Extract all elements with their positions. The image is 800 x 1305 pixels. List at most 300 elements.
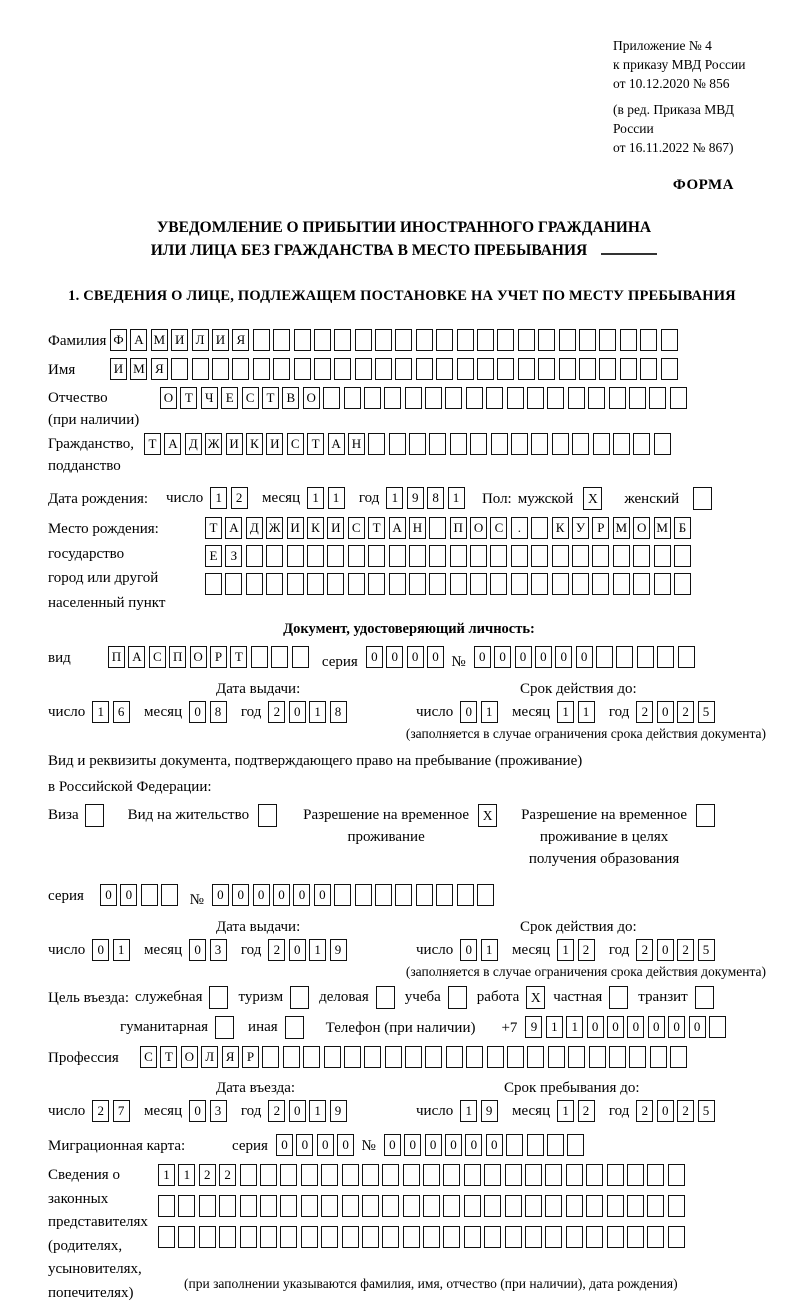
char-box[interactable] [287,545,304,567]
char-box[interactable]: 1 [113,939,130,961]
char-box[interactable] [607,1164,624,1186]
char-box[interactable] [364,1046,381,1068]
char-box[interactable] [266,545,283,567]
char-box[interactable]: Н [409,517,426,539]
char-box[interactable]: 0 [314,884,331,906]
char-box[interactable] [161,884,178,906]
char-box[interactable] [633,545,650,567]
char-box[interactable] [375,358,392,380]
char-box[interactable] [425,387,442,409]
char-box[interactable]: 0 [657,939,674,961]
char-box[interactable] [633,433,650,455]
temp-residence-education-checkbox[interactable] [696,804,715,827]
char-box[interactable]: 0 [474,646,491,668]
char-box[interactable]: Е [221,387,238,409]
char-box[interactable]: 0 [232,884,249,906]
char-box[interactable] [668,1226,685,1248]
char-box[interactable]: Ч [201,387,218,409]
char-box[interactable]: 0 [253,884,270,906]
char-box[interactable] [552,545,569,567]
char-box[interactable]: 8 [330,701,347,723]
char-box[interactable]: 1 [210,487,227,509]
char-box[interactable] [640,329,657,351]
char-box[interactable] [450,433,467,455]
char-box[interactable] [429,517,446,539]
char-box[interactable]: 2 [268,701,285,723]
char-box[interactable]: . [511,517,528,539]
char-box[interactable] [572,545,589,567]
char-box[interactable] [253,329,270,351]
char-box[interactable]: 0 [120,884,137,906]
char-box[interactable] [342,1226,359,1248]
char-box[interactable] [303,1046,320,1068]
char-box[interactable] [450,573,467,595]
char-box[interactable] [262,1046,279,1068]
char-box[interactable]: 0 [289,1100,306,1122]
purpose-private-checkbox[interactable] [609,986,628,1009]
char-box[interactable] [518,358,535,380]
char-box[interactable]: 1 [158,1164,175,1186]
char-box[interactable]: И [110,358,127,380]
purpose-tourism-checkbox[interactable] [290,986,309,1009]
char-box[interactable] [287,573,304,595]
char-box[interactable] [342,1195,359,1217]
char-box[interactable] [212,358,229,380]
char-box[interactable]: О [160,387,177,409]
char-box[interactable]: А [164,433,181,455]
char-box[interactable] [443,1226,460,1248]
char-box[interactable]: 0 [627,1016,644,1038]
char-box[interactable] [607,1226,624,1248]
char-box[interactable] [232,358,249,380]
char-box[interactable] [260,1195,277,1217]
char-box[interactable]: О [190,646,207,668]
char-box[interactable] [518,329,535,351]
char-box[interactable] [620,358,637,380]
char-box[interactable] [158,1195,175,1217]
char-box[interactable] [389,545,406,567]
char-box[interactable]: 0 [384,1134,401,1156]
char-box[interactable]: Н [348,433,365,455]
char-box[interactable] [477,329,494,351]
char-box[interactable] [477,884,494,906]
char-box[interactable] [654,433,671,455]
char-box[interactable]: 2 [219,1164,236,1186]
char-box[interactable]: 2 [677,701,694,723]
char-box[interactable] [559,358,576,380]
char-box[interactable] [368,545,385,567]
temp-residence-checkbox[interactable]: X [478,804,497,827]
char-box[interactable]: А [389,517,406,539]
char-box[interactable] [403,1195,420,1217]
char-box[interactable] [364,387,381,409]
char-box[interactable]: 0 [465,1134,482,1156]
char-box[interactable] [647,1226,664,1248]
char-box[interactable]: 0 [535,646,552,668]
char-box[interactable]: 1 [448,487,465,509]
char-box[interactable] [355,884,372,906]
char-box[interactable] [375,884,392,906]
char-box[interactable]: 0 [366,646,383,668]
char-box[interactable] [405,387,422,409]
char-box[interactable] [382,1164,399,1186]
char-box[interactable] [446,1046,463,1068]
purpose-business-checkbox[interactable] [376,986,395,1009]
char-box[interactable] [403,1164,420,1186]
char-box[interactable]: А [328,433,345,455]
char-box[interactable] [436,884,453,906]
char-box[interactable] [627,1164,644,1186]
char-box[interactable]: Ф [110,329,127,351]
char-box[interactable]: 9 [481,1100,498,1122]
char-box[interactable]: 0 [276,1134,293,1156]
char-box[interactable] [629,387,646,409]
char-box[interactable] [527,1046,544,1068]
char-box[interactable]: Т [262,387,279,409]
char-box[interactable] [405,1046,422,1068]
char-box[interactable] [507,1046,524,1068]
char-box[interactable] [205,573,222,595]
char-box[interactable] [355,358,372,380]
char-box[interactable]: Т [230,646,247,668]
char-box[interactable] [395,884,412,906]
char-box[interactable]: Я [232,329,249,351]
char-box[interactable]: 0 [494,646,511,668]
char-box[interactable]: З [225,545,242,567]
char-box[interactable] [670,1046,687,1068]
char-box[interactable] [596,646,613,668]
char-box[interactable] [531,573,548,595]
char-box[interactable] [466,1046,483,1068]
char-box[interactable] [674,545,691,567]
char-box[interactable] [572,573,589,595]
char-box[interactable] [273,358,290,380]
char-box[interactable]: М [654,517,671,539]
char-box[interactable] [490,573,507,595]
char-box[interactable] [416,329,433,351]
char-box[interactable] [178,1195,195,1217]
char-box[interactable] [178,1226,195,1248]
char-box[interactable] [592,573,609,595]
char-box[interactable] [470,433,487,455]
char-box[interactable] [545,1164,562,1186]
char-box[interactable] [668,1195,685,1217]
char-box[interactable] [457,358,474,380]
char-box[interactable]: В [282,387,299,409]
purpose-other-checkbox[interactable] [285,1016,304,1039]
char-box[interactable] [589,1046,606,1068]
char-box[interactable] [505,1164,522,1186]
char-box[interactable] [348,573,365,595]
char-box[interactable] [409,433,426,455]
char-box[interactable] [633,573,650,595]
char-box[interactable]: 5 [698,939,715,961]
char-box[interactable] [490,545,507,567]
char-box[interactable]: С [242,387,259,409]
char-box[interactable]: И [212,329,229,351]
char-box[interactable]: Т [205,517,222,539]
char-box[interactable]: 1 [546,1016,563,1038]
char-box[interactable] [654,545,671,567]
char-box[interactable]: 0 [486,1134,503,1156]
char-box[interactable] [389,573,406,595]
char-box[interactable]: 2 [578,939,595,961]
char-box[interactable]: П [169,646,186,668]
char-box[interactable] [384,387,401,409]
char-box[interactable] [586,1195,603,1217]
char-box[interactable] [425,1046,442,1068]
char-box[interactable] [593,433,610,455]
char-box[interactable] [141,884,158,906]
purpose-humanitarian-checkbox[interactable] [215,1016,234,1039]
char-box[interactable]: 3 [210,939,227,961]
char-box[interactable] [559,329,576,351]
char-box[interactable] [375,329,392,351]
char-box[interactable] [423,1195,440,1217]
char-box[interactable]: 1 [328,487,345,509]
char-box[interactable]: 7 [113,1100,130,1122]
char-box[interactable] [362,1195,379,1217]
char-box[interactable] [321,1164,338,1186]
char-box[interactable] [609,1046,626,1068]
char-box[interactable] [280,1195,297,1217]
char-box[interactable]: Р [242,1046,259,1068]
char-box[interactable] [552,573,569,595]
char-box[interactable]: Ж [205,433,222,455]
char-box[interactable] [527,1134,544,1156]
char-box[interactable] [613,545,630,567]
char-box[interactable] [301,1195,318,1217]
char-box[interactable] [382,1195,399,1217]
char-box[interactable] [661,329,678,351]
char-box[interactable]: 2 [92,1100,109,1122]
char-box[interactable] [307,545,324,567]
char-box[interactable]: 1 [307,487,324,509]
char-box[interactable] [457,884,474,906]
char-box[interactable] [678,646,695,668]
char-box[interactable] [486,387,503,409]
char-box[interactable] [497,329,514,351]
char-box[interactable] [552,433,569,455]
char-box[interactable]: Т [160,1046,177,1068]
char-box[interactable]: А [130,329,147,351]
char-box[interactable] [661,358,678,380]
char-box[interactable] [511,433,528,455]
char-box[interactable] [548,1046,565,1068]
char-box[interactable] [647,1195,664,1217]
char-box[interactable] [368,573,385,595]
char-box[interactable] [409,545,426,567]
char-box[interactable] [362,1164,379,1186]
char-box[interactable] [409,573,426,595]
char-box[interactable]: 1 [92,701,109,723]
char-box[interactable] [640,358,657,380]
char-box[interactable] [567,1134,584,1156]
char-box[interactable] [219,1226,236,1248]
char-box[interactable] [324,1046,341,1068]
char-box[interactable] [627,1226,644,1248]
char-box[interactable]: Т [368,517,385,539]
char-box[interactable]: 1 [557,939,574,961]
char-box[interactable]: 5 [698,1100,715,1122]
char-box[interactable] [527,387,544,409]
char-box[interactable] [506,1134,523,1156]
sex-male-checkbox[interactable]: X [583,487,602,510]
char-box[interactable] [464,1226,481,1248]
char-box[interactable]: 0 [515,646,532,668]
char-box[interactable]: Л [192,329,209,351]
char-box[interactable] [464,1164,481,1186]
char-box[interactable]: 0 [460,939,477,961]
char-box[interactable] [240,1226,257,1248]
char-box[interactable] [511,545,528,567]
char-box[interactable] [511,573,528,595]
char-box[interactable]: С [140,1046,157,1068]
char-box[interactable] [613,433,630,455]
char-box[interactable]: 0 [668,1016,685,1038]
char-box[interactable] [507,387,524,409]
char-box[interactable] [709,1016,726,1038]
char-box[interactable] [470,545,487,567]
char-box[interactable] [531,433,548,455]
char-box[interactable] [334,358,351,380]
char-box[interactable] [271,646,288,668]
char-box[interactable]: 1 [578,701,595,723]
char-box[interactable] [280,1164,297,1186]
char-box[interactable] [423,1164,440,1186]
char-box[interactable]: 1 [178,1164,195,1186]
char-box[interactable]: 0 [607,1016,624,1038]
char-box[interactable] [566,1164,583,1186]
char-box[interactable]: К [246,433,263,455]
char-box[interactable] [395,358,412,380]
char-box[interactable]: 2 [677,1100,694,1122]
char-box[interactable]: 2 [677,939,694,961]
char-box[interactable] [294,329,311,351]
char-box[interactable]: 1 [557,1100,574,1122]
char-box[interactable]: 0 [189,939,206,961]
char-box[interactable] [260,1164,277,1186]
char-box[interactable]: 0 [293,884,310,906]
char-box[interactable]: 2 [268,939,285,961]
char-box[interactable] [547,387,564,409]
char-box[interactable] [531,545,548,567]
char-box[interactable] [568,1046,585,1068]
char-box[interactable] [487,1046,504,1068]
char-box[interactable] [491,433,508,455]
char-box[interactable] [429,545,446,567]
char-box[interactable]: 0 [317,1134,334,1156]
char-box[interactable] [445,387,462,409]
char-box[interactable]: 0 [555,646,572,668]
char-box[interactable] [323,387,340,409]
char-box[interactable] [292,646,309,668]
char-box[interactable] [443,1164,460,1186]
char-box[interactable] [344,1046,361,1068]
char-box[interactable] [674,573,691,595]
char-box[interactable]: 0 [460,701,477,723]
char-box[interactable] [342,1164,359,1186]
char-box[interactable] [497,358,514,380]
char-box[interactable] [484,1164,501,1186]
char-box[interactable]: О [181,1046,198,1068]
char-box[interactable]: О [303,387,320,409]
char-box[interactable]: 0 [92,939,109,961]
char-box[interactable] [301,1226,318,1248]
char-box[interactable] [416,884,433,906]
char-box[interactable] [466,387,483,409]
char-box[interactable]: 9 [330,1100,347,1122]
char-box[interactable] [395,329,412,351]
char-box[interactable] [348,545,365,567]
char-box[interactable]: 2 [636,939,653,961]
char-box[interactable] [307,573,324,595]
char-box[interactable] [588,387,605,409]
char-box[interactable]: Я [151,358,168,380]
char-box[interactable] [616,646,633,668]
char-box[interactable] [629,1046,646,1068]
char-box[interactable] [321,1226,338,1248]
char-box[interactable] [423,1226,440,1248]
char-box[interactable] [572,433,589,455]
char-box[interactable] [670,387,687,409]
char-box[interactable] [251,646,268,668]
char-box[interactable] [362,1226,379,1248]
char-box[interactable] [436,329,453,351]
char-box[interactable]: К [307,517,324,539]
char-box[interactable]: Т [180,387,197,409]
char-box[interactable] [505,1195,522,1217]
char-box[interactable]: И [266,433,283,455]
char-box[interactable] [327,573,344,595]
char-box[interactable] [525,1164,542,1186]
char-box[interactable] [246,545,263,567]
char-box[interactable]: 0 [576,646,593,668]
char-box[interactable] [545,1195,562,1217]
char-box[interactable] [246,573,263,595]
char-box[interactable]: 0 [657,701,674,723]
purpose-study-checkbox[interactable] [448,986,467,1009]
char-box[interactable] [566,1195,583,1217]
char-box[interactable] [219,1195,236,1217]
char-box[interactable]: 0 [689,1016,706,1038]
char-box[interactable]: И [327,517,344,539]
char-box[interactable] [403,1226,420,1248]
char-box[interactable] [586,1226,603,1248]
char-box[interactable]: 0 [273,884,290,906]
char-box[interactable] [240,1164,257,1186]
char-box[interactable]: Е [205,545,222,567]
char-box[interactable] [416,358,433,380]
char-box[interactable]: 1 [309,939,326,961]
char-box[interactable]: 0 [445,1134,462,1156]
sex-female-checkbox[interactable] [693,487,712,510]
char-box[interactable]: С [287,433,304,455]
char-box[interactable]: И [287,517,304,539]
char-box[interactable]: А [225,517,242,539]
char-box[interactable] [668,1164,685,1186]
char-box[interactable]: 1 [481,939,498,961]
char-box[interactable] [334,884,351,906]
char-box[interactable] [464,1195,481,1217]
char-box[interactable] [525,1226,542,1248]
char-box[interactable]: 8 [210,701,227,723]
char-box[interactable]: Л [201,1046,218,1068]
char-box[interactable]: 9 [330,939,347,961]
char-box[interactable]: 0 [337,1134,354,1156]
char-box[interactable]: 0 [289,701,306,723]
char-box[interactable]: 0 [425,1134,442,1156]
